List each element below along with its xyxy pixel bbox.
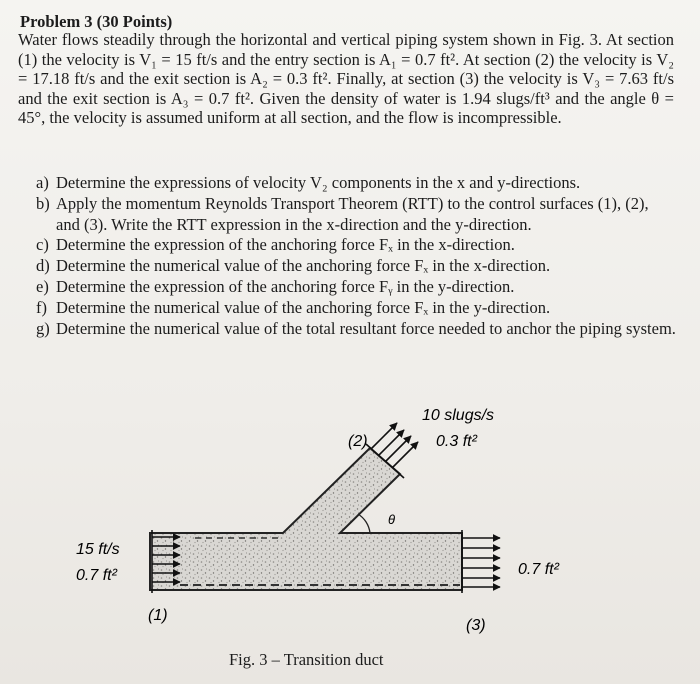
question-label: g) [36, 318, 50, 338]
question-label: f) [36, 297, 47, 317]
section-1-label: (1) [148, 607, 168, 624]
question-text: Determine the expression of the anchoring force Fₓ in the x-direction. [56, 235, 515, 255]
question-label: d) [36, 256, 50, 276]
branch-area-label: 0.3 ft² [436, 433, 477, 450]
question-text: Determine the numerical value of the anchoring force Fₓ in the x-direction. [56, 256, 551, 276]
question-text: Apply the momentum Reynolds Transport Theorem (RTT) to the control surfaces (1), (2), and (3). Write the RTT expression in the x-direction and the y-direction. [56, 193, 649, 234]
problem-title: Problem 3 (30 Points) [20, 12, 173, 31]
question-label: c) [36, 235, 49, 255]
outlet-velocity-arrows [462, 530, 500, 593]
question-label: e) [36, 276, 49, 296]
question-label: a) [36, 173, 49, 192]
inlet-velocity-label: 15 ft/s [76, 541, 120, 558]
section-3-label: (3) [466, 617, 486, 634]
branch-flow-label: 10 slugs/s [422, 407, 495, 424]
question-text: Determine the numerical value of the total resultant force needed to anchor the piping system. [56, 318, 676, 338]
duct-body [150, 448, 462, 590]
question-label: b) [36, 193, 50, 213]
section-2-label: (2) [348, 433, 368, 450]
inlet-area-label: 0.7 ft² [76, 567, 117, 584]
angle-theta-label: θ [388, 512, 396, 527]
problem-intro-text: Water flows steadily through the horizontal and vertical piping system shown in Fig. 3. At section (1) the velocity is V₁ = 15 ft/s and the entry section is A₁ = 0.7 ft². At section (2) the velocity is V₂ = 17.18 ft/s and the exit section is A₂ = 0.3 ft². Finally, at section (3) the velocity is V₃ = 7.63 ft/s and the exit section is A₃ = 0.7 ft². Given the density of water is 1.94 slugs/ft³ and the angle θ = 45°, the velocity is assumed uniform at all section, and the flow is incompressible. [18, 30, 674, 128]
question-text: Determine the numerical value of the anchoring force Fₓ in the y-direction. [56, 297, 551, 317]
angle-arc [358, 514, 370, 533]
question-text: Determine the expressions of velocity V₂ components in the x and y-directions. [56, 173, 581, 192]
question-text: Determine the expression of the anchoring force Fᵧ in the y-direction. [56, 276, 515, 296]
figure-caption: Fig. 3 – Transition duct [229, 650, 384, 669]
outlet-area-label: 0.7 ft² [518, 561, 559, 578]
